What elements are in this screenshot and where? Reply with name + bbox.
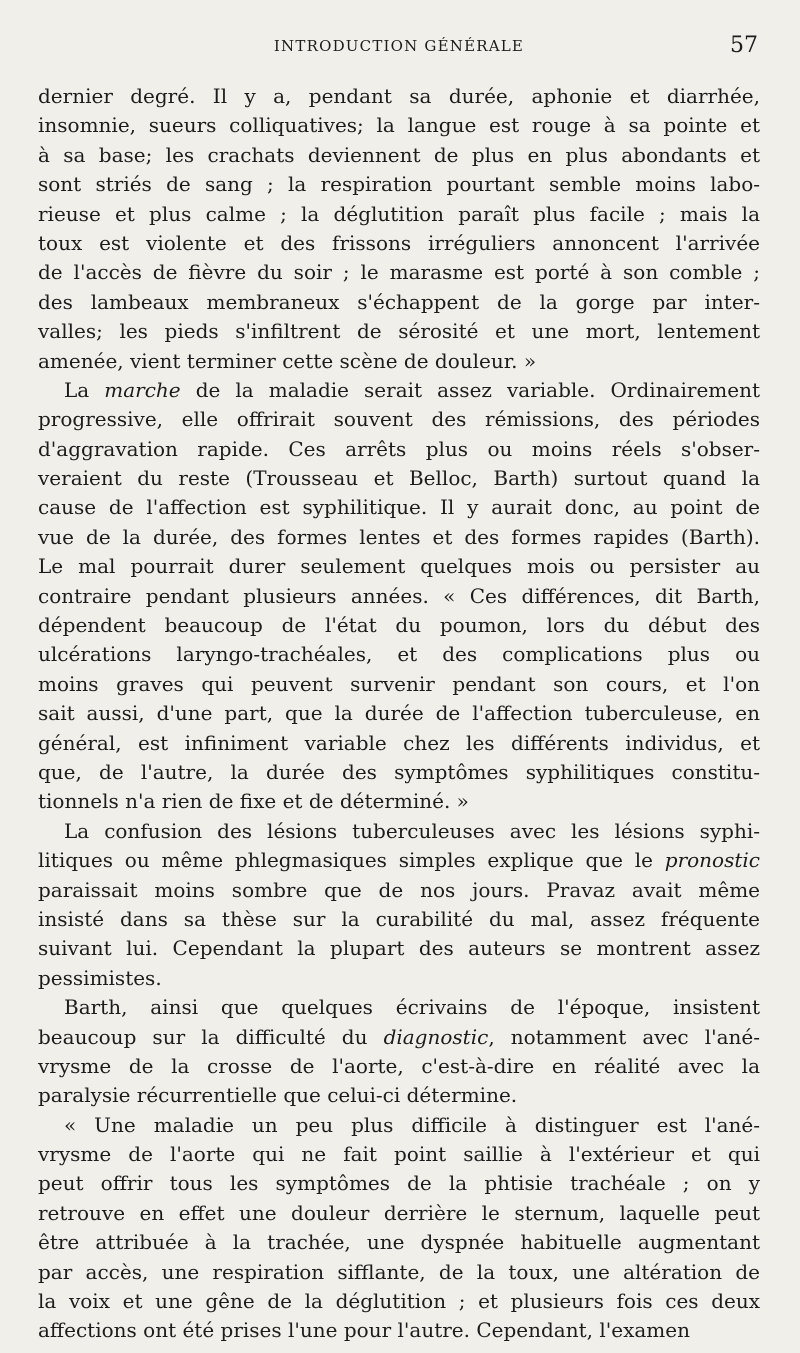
text-line: sont striés de sang ; la respiration pourtant semble moins labo-: [38, 172, 760, 197]
text-line: toux est violente et des frissons irréguliers annoncent l'arrivée: [38, 230, 760, 255]
text-line: contraire pendant plusieurs années. « Ces différences, dit Barth,: [38, 583, 760, 608]
text-line: dernier degré. Il y a, pendant sa durée, aphonie et diarrhée,: [38, 84, 760, 108]
text-line: pessimistes.: [38, 965, 162, 990]
text-line: la voix et une gêne de la déglutition ; et plusieurs fois ces deux: [38, 1289, 760, 1314]
page-number: 57: [730, 33, 758, 58]
text-line: général, est infiniment variable chez les différents individus, et: [38, 730, 760, 755]
text-line: Le mal pourrait durer seulement quelques mois ou persister au: [38, 554, 760, 579]
text-line: beaucoup sur la difficulté du diagnostic, notamment avec l'ané-: [38, 1024, 760, 1049]
text-line: peut offrir tous les symptômes de la phtisie trachéale ; on y: [38, 1171, 760, 1196]
text-line: insomnie, sueurs colliquatives; la langue est rouge à sa pointe et: [38, 113, 760, 138]
text-line: paraissait moins sombre que de nos jours. Pravaz avait même: [38, 877, 760, 902]
text-line: tionnels n'a rien de fixe et de déterminé. »: [38, 789, 469, 814]
text-line: progressive, elle offrirait souvent des rémissions, des périodes: [38, 407, 760, 432]
text-line: La marche de la maladie serait assez variable. Ordinairement: [64, 377, 761, 402]
text-line: paralysie récurrentielle que celui-ci détermine.: [38, 1083, 518, 1108]
text-line: d'aggravation rapide. Ces arrêts plus ou moins réels s'obser-: [38, 436, 760, 461]
text-line: affections ont été prises l'une pour l'autre. Cependant, l'examen: [38, 1318, 690, 1343]
text-line: vrysme de l'aorte qui ne fait point saillie à l'extérieur et qui: [38, 1142, 760, 1167]
running-title: INTRODUCTION GÉNÉRALE: [273, 37, 525, 55]
text-line: à sa base; les crachats deviennent de plus en plus abondants et: [38, 142, 760, 167]
text-line: par accès, une respiration sifflante, de la toux, une altération de: [38, 1259, 760, 1284]
text-line: dépendent beaucoup de l'état du poumon, lors du début des: [38, 613, 760, 638]
text-line: que, de l'autre, la durée des symptômes syphilitiques constitu-: [38, 759, 760, 784]
page-header: [38, 33, 760, 63]
text-line: vue de la durée, des formes lentes et des formes rapides (Barth).: [38, 524, 760, 549]
text-line: de l'accès de fièvre du soir ; le marasme est porté à son comble ;: [38, 260, 760, 285]
text-line: des lambeaux membraneux s'échappent de la gorge par inter-: [38, 289, 760, 314]
text-line: insisté dans sa thèse sur la curabilité du mal, assez fréquente: [38, 906, 760, 931]
text-line: suivant lui. Cependant la plupart des auteurs se montrent assez: [38, 936, 760, 961]
text-line: valles; les pieds s'infiltrent de sérosité et une mort, lentement: [38, 319, 760, 344]
text-line: sait aussi, d'une part, que la durée de l'affection tuberculeuse, en: [38, 701, 760, 726]
text-line: La confusion des lésions tuberculeuses avec les lésions syphi-: [64, 818, 760, 843]
text-line: retrouve en effet une douleur derrière le sternum, laquelle peut: [38, 1200, 760, 1225]
text-line: veraient du reste (Trousseau et Belloc, Barth) surtout quand la: [38, 466, 760, 491]
text-line: litiques ou même phlegmasiques simples explique que le pronostic: [38, 848, 760, 873]
text-line: amenée, vient terminer cette scène de douleur. »: [38, 348, 537, 373]
text-line: cause de l'affection est syphilitique. Il y aurait donc, au point de: [38, 495, 760, 520]
text-line: rieuse et plus calme ; la déglutition paraît plus facile ; mais la: [38, 201, 760, 226]
text-line: Barth, ainsi que quelques écrivains de l'époque, insistent: [64, 995, 760, 1020]
body-text: [38, 82, 760, 1346]
text-line: « Une maladie un peu plus difficile à distinguer est l'ané-: [64, 1112, 760, 1137]
text-line: vrysme de la crosse de l'aorte, c'est-à-dire en réalité avec la: [38, 1053, 760, 1078]
text-line: moins graves qui peuvent survenir pendant son cours, et l'on: [38, 671, 760, 696]
text-line: être attribuée à la trachée, une dyspnée habituelle augmentant: [38, 1230, 760, 1255]
text-line: ulcérations laryngo-trachéales, et des complications plus ou: [38, 642, 760, 667]
